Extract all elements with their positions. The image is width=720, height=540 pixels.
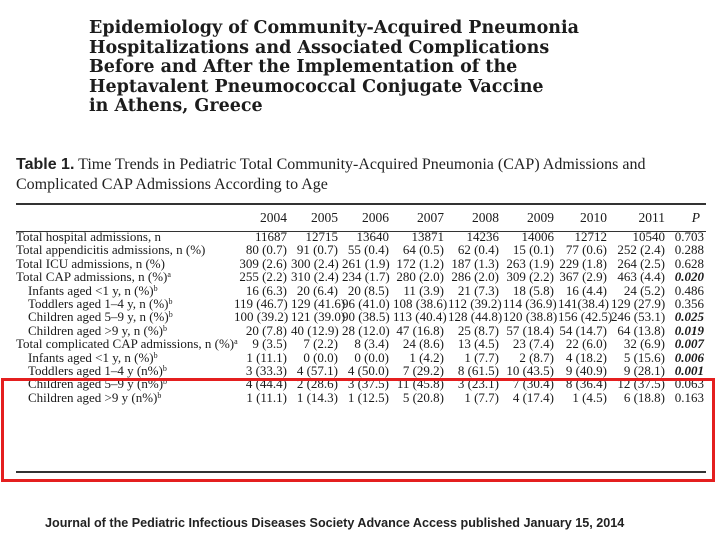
table-cell: 55 (0.4) [347,242,389,258]
row-label [16,297,234,310]
table-cell: 4 (17.4) [512,389,554,405]
column-header: 2008 [472,210,499,225]
table-cell: 1 (11.1) [246,349,287,365]
table-cell: 310 (2.4) [291,269,339,285]
table-cell: 12715 [305,229,338,244]
title-line: Epidemiology of Community-Acquired Pneumonia [89,18,579,38]
table-cell: 96 (41.0) [342,296,390,312]
table-cell: 129 (27.9) [611,296,666,312]
row-label-text: Children aged 5–9 y, n (%) [28,309,169,325]
row-label-text: Total ICU admissions, n (%) [16,255,165,271]
table-row [16,364,706,377]
table-top-rule [16,203,706,205]
table-cell: 120 (38.8) [503,309,558,325]
table-cell: 234 (1.7) [342,269,390,285]
column-header: 2010 [580,210,607,225]
table-cell: 156 (42.5) [558,309,613,325]
table-cell: 187 (1.3) [451,255,499,271]
table-cell: 367 (2.9) [559,269,607,285]
row-label-text: Toddlers aged 1–4 y, n (%) [28,296,169,312]
table-row [16,351,706,364]
table-row [16,230,706,243]
table-cell: 10 (43.5) [506,363,554,379]
row-label [16,284,234,297]
table-cell: 141(38.4) [558,296,609,312]
p-value-cell: 0.006 [674,349,704,365]
table-row [16,337,706,350]
table-cell: 7 (2.2) [303,336,338,352]
table-cell: 15 (0.1) [512,242,554,258]
table-cell: 8 (36.4) [565,376,607,392]
table-cell: 23 (7.4) [512,336,554,352]
p-value-cell: 0.001 [674,363,704,379]
footnote-marker: b [153,350,158,360]
column-header: 2005 [311,210,338,225]
table-cell: 28 (12.0) [342,322,390,338]
title-line: Hospitalizations and Associated Complications [89,37,550,58]
footnote-marker: a [167,270,171,280]
table-row [16,284,706,297]
table-cell: 24 (8.6) [402,336,444,352]
table-cell: 47 (16.8) [396,322,444,338]
table-cell: 11687 [254,229,287,244]
p-value-cell: 0.163 [674,389,704,405]
table-cell: 1 (11.1) [246,389,287,405]
title-line: Heptavalent Pneumococcal Conjugate Vaccine [89,76,544,97]
table-cell: 13 (4.5) [457,336,499,352]
table-row [16,297,706,310]
table-cell: 128 (44.8) [448,309,503,325]
column-header: 2009 [527,210,554,225]
footnote-marker: b [162,364,167,374]
footnote-marker: b [157,390,162,400]
column-header-p: P [691,210,700,225]
table-cell: 129 (41.6) [291,296,346,312]
footnote-marker: a [234,337,238,347]
slide-title [89,19,689,117]
table-cell: 16 (6.3) [245,282,287,298]
table-cell: 3 (23.1) [457,376,499,392]
table-cell: 2 (28.6) [296,376,338,392]
footnote-marker: b [163,323,168,333]
table-cell: 7 (30.4) [512,376,554,392]
table-header-row [16,206,706,230]
table-cell: 4 (50.0) [347,363,389,379]
table-cell: 22 (6.0) [565,336,607,352]
table-cell: 121 (39.0) [291,309,346,325]
table-cell: 62 (0.4) [457,242,499,258]
row-label [16,324,234,337]
table-row [16,270,706,283]
row-label [16,270,234,283]
p-value-cell: 0.288 [674,242,704,258]
row-label [16,351,234,364]
table-cell: 112 (39.2) [448,296,502,312]
row-label [16,336,238,352]
table-cell: 113 (40.4) [393,309,447,325]
table-cell: 1 (12.5) [347,389,389,405]
table-cell: 1 (4.2) [409,349,444,365]
table-cell: 7 (29.2) [402,363,444,379]
row-label-text: Total appendicitis admissions, n (%) [16,242,206,258]
p-value-cell: 0.628 [674,255,704,271]
row-label-text: Infants aged <1 y, n (%) [28,349,154,365]
table-cell: 1 (14.3) [296,389,338,405]
table-cell: 64 (13.8) [617,322,665,338]
table-cell: 54 (14.7) [559,322,607,338]
table-cell: 25 (8.7) [457,322,499,338]
table-cell: 32 (6.9) [623,336,665,352]
table-cell: 286 (2.0) [451,269,499,285]
table-cell: 11 (45.8) [396,376,444,392]
table-cell: 91 (0.7) [296,242,338,258]
p-value-cell: 0.703 [674,229,704,244]
table-cell: 9 (28.1) [623,363,665,379]
p-value-cell: 0.020 [674,269,704,285]
title-line: Before and After the Implementation of the [89,57,518,77]
table-cell: 280 (2.0) [396,269,444,285]
table-cell: 24 (5.2) [623,282,665,298]
footnote-marker: b [168,310,173,320]
table-cell: 8 (3.4) [354,336,389,352]
table-cell: 14006 [521,229,554,244]
row-label [16,243,234,256]
journal-citation: Journal of the Pediatric Infectious Diseases Society Advance Access published January 15, 2014 [45,516,625,530]
table-cell: 77 (0.6) [565,242,607,258]
table-row [16,310,706,323]
table-caption-label: Table 1. [16,156,75,173]
table-cell: 12 (37.5) [617,376,665,392]
table-cell: 20 (8.5) [347,282,389,298]
table-cell: 4 (57.1) [296,363,338,379]
row-label-text: Children aged >9 y, n (%) [28,322,164,338]
highlight-box [1,378,715,482]
title-line: in Athens, Greece [89,96,263,116]
footnote-marker: b [153,283,158,293]
footnote-marker: b [163,377,168,387]
row-label [16,257,234,270]
p-value-cell: 0.007 [674,336,704,352]
table-cell: 80 (0.7) [245,242,287,258]
p-value-cell: 0.019 [674,322,704,338]
table-cell: 21 (7.3) [457,282,499,298]
column-header: 2011 [638,210,665,225]
table-cell: 0 (0.0) [303,349,338,365]
table-cell: 114 (36.9) [503,296,557,312]
table-cell: 4 (44.4) [245,376,287,392]
table-cell: 172 (1.2) [396,255,444,271]
table-cell: 11 (3.9) [403,282,444,298]
table-cell: 12712 [574,229,607,244]
table-cell: 1 (4.5) [572,389,607,405]
row-label-text: Total CAP admissions, n (%) [16,269,168,285]
table-row [16,243,706,256]
table-cell: 9 (3.5) [252,336,287,352]
table-caption-text: Time Trends in Pediatric Total Community-Acquired Pneumonia (CAP) Admissions and Complicated CAP Admissions According to Age [16,156,646,193]
table-cell: 108 (38.6) [393,296,448,312]
row-label-text: Infants aged <1 y, n (%) [28,282,154,298]
column-header: 2004 [260,210,287,225]
table-cell: 16 (4.4) [565,282,607,298]
table-cell: 5 (20.8) [402,389,444,405]
table-cell: 18 (5.8) [512,282,554,298]
row-label [16,230,234,243]
admissions-table [16,206,706,404]
table-cell: 463 (4.4) [617,269,665,285]
row-label-text: Children aged 5–9 y (n%) [28,376,164,392]
table-cell: 119 (46.7) [234,296,288,312]
table-cell: 1 (7.7) [464,349,499,365]
table-cell: 4 (18.2) [565,349,607,365]
column-header: 2006 [362,210,389,225]
table-cell: 13871 [411,229,444,244]
p-value-cell: 0.356 [674,296,704,312]
row-label [16,364,234,377]
table-row [16,257,706,270]
table-cell: 246 (53.1) [611,309,666,325]
table-cell: 1 (7.7) [464,389,499,405]
row-label-text: Children aged >9 y (n%) [28,389,158,405]
table-cell: 64 (0.5) [402,242,444,258]
table-cell: 100 (39.2) [234,309,289,325]
row-label-text: Total hospital admissions, n [16,229,161,244]
table-cell: 5 (15.6) [623,349,665,365]
table-cell: 263 (1.9) [506,255,554,271]
table-cell: 40 (12.9) [291,322,339,338]
table-cell: 9 (40.9) [565,363,607,379]
table-cell: 10540 [632,229,665,244]
table-cell: 261 (1.9) [342,255,390,271]
row-label-text: Toddlers aged 1–4 y (n%) [28,363,163,379]
table-cell: 57 (18.4) [506,322,554,338]
table-cell: 3 (37.5) [347,376,389,392]
table-cell: 13640 [356,229,389,244]
p-value-cell: 0.025 [674,309,704,325]
table-caption [16,155,716,195]
table-cell: 309 (2.2) [506,269,554,285]
table-cell: 3 (33.3) [245,363,287,379]
table-cell: 14236 [466,229,499,244]
table-cell: 252 (2.4) [617,242,665,258]
table-cell: 8 (61.5) [457,363,499,379]
table-cell: 255 (2.2) [239,269,287,285]
table-cell: 2 (8.7) [519,349,554,365]
header-label-cell [16,206,234,230]
table-cell: 0 (0.0) [354,349,389,365]
table-cell: 20 (7.8) [245,322,287,338]
p-value-cell: 0.486 [674,282,704,298]
table-cell: 229 (1.8) [559,255,607,271]
p-value-cell: 0.063 [674,376,704,392]
footnote-marker: b [168,297,173,307]
table-cell: 300 (2.4) [291,255,339,271]
row-label [16,310,234,323]
table-cell: 90 (38.5) [342,309,390,325]
table-cell: 6 (18.8) [623,389,665,405]
table-cell: 20 (6.4) [296,282,338,298]
column-header: 2007 [417,210,444,225]
table-row [16,324,706,337]
row-label-text: Total complicated CAP admissions, n (%) [16,336,235,352]
table-cell: 309 (2.6) [239,255,287,271]
table-cell: 264 (2.5) [617,255,665,271]
